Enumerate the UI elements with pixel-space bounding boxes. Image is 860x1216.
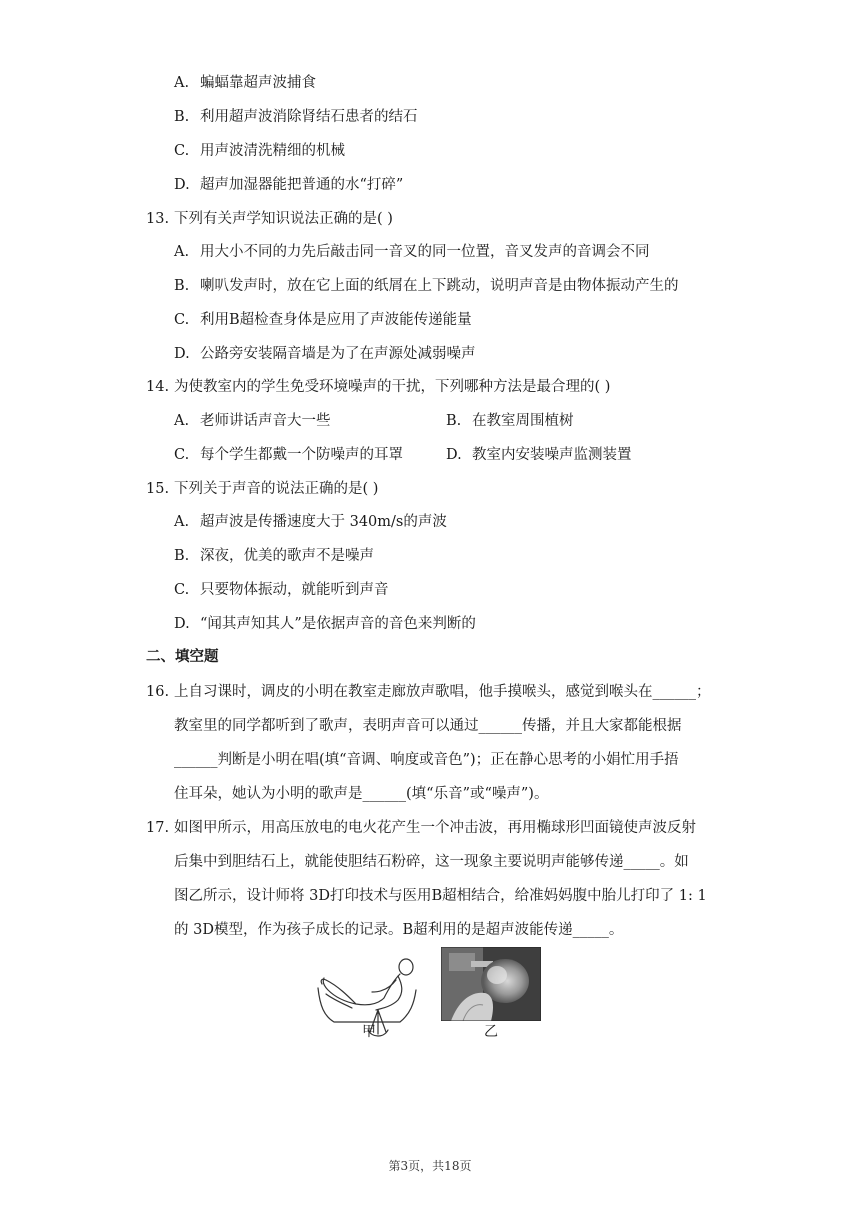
option-text: 深夜，优美的歌声不是噪声 xyxy=(200,548,374,564)
option-text: 在教室周围植树 xyxy=(472,413,574,429)
option-letter: A. xyxy=(174,244,190,260)
option-letter: B. xyxy=(174,278,190,294)
q15-option-c xyxy=(174,580,389,600)
option-text: 利用超声波消除肾结石患者的结石 xyxy=(200,109,418,125)
question-text: 上自习课时，调皮的小明在教室走廊放声歌唱，他手摸喉头，感觉到喉头在______； xyxy=(174,684,711,700)
option-text: 每个学生都戴一个防噪声的耳罩 xyxy=(200,447,403,463)
q15-option-d xyxy=(174,614,476,634)
option-text: 蝙蝠靠超声波捕食 xyxy=(200,75,316,91)
q14-stem xyxy=(146,377,610,397)
question-number: 13. xyxy=(146,211,170,227)
option-letter: D. xyxy=(174,346,190,362)
option-letter: B. xyxy=(174,548,190,564)
q13-option-b xyxy=(174,276,679,296)
option-letter: D. xyxy=(174,177,190,193)
option-letter: A. xyxy=(174,413,190,429)
option-text: 公路旁安装隔音墙是为了在声源处减弱噪声 xyxy=(200,346,476,362)
option-text: 利用B超检查身体是应用了声波能传递能量 xyxy=(200,312,472,328)
q16-line-1 xyxy=(146,682,711,702)
q15-option-b xyxy=(174,546,374,566)
q14-option-d xyxy=(446,445,632,465)
figure-yi-3d-model-photo xyxy=(441,947,541,1021)
question-number: 17. xyxy=(146,820,170,836)
q13-option-c xyxy=(174,310,472,330)
q16-line-4: 住耳朵，她认为小明的歌声是______(填“乐音”或“噪声”)。 xyxy=(174,786,549,802)
option-letter: A. xyxy=(174,514,190,530)
question-stem: 为使教室内的学生免受环境噪声的干扰，下列哪种方法是最合理的( ) xyxy=(174,379,611,395)
section-heading-fill-in: 二、填空题 xyxy=(146,648,219,665)
q17-line-4: 的 3D模型，作为孩子成长的记录。B超利用的是超声波能传递_____。 xyxy=(174,922,624,938)
question-number: 14. xyxy=(146,379,170,395)
option-text: 只要物体振动，就能听到声音 xyxy=(200,582,389,598)
q12-option-b xyxy=(174,107,418,127)
option-text: 用声波清洗精细的机械 xyxy=(200,143,345,159)
q17-line-1 xyxy=(146,818,696,838)
option-letter: B. xyxy=(174,109,190,125)
question-text: 如图甲所示，用高压放电的电火花产生一个冲击波，再用椭球形凹面镜使声波反射 xyxy=(174,820,696,836)
q15-option-a xyxy=(174,512,447,532)
question-number: 15. xyxy=(146,481,170,497)
q12-option-c xyxy=(174,141,345,161)
q13-stem xyxy=(146,209,393,229)
figure-jia-label: 甲 xyxy=(362,1024,376,1040)
q14-option-c xyxy=(174,445,403,465)
figure-yi-label: 乙 xyxy=(484,1024,498,1040)
option-text: 超声加湿器能把普通的水“打碎” xyxy=(200,177,404,193)
option-letter: C. xyxy=(174,447,190,463)
q14-option-b xyxy=(446,411,574,431)
page-footer: 第3页，共18页 xyxy=(388,1159,472,1173)
option-letter: C. xyxy=(174,312,190,328)
option-letter: C. xyxy=(174,582,190,598)
q16-line-3: ______判断是小明在唱(填“音调、响度或音色”)；正在静心思考的小娟忙用手捂 xyxy=(174,752,679,768)
q17-line-3: 图乙所示，设计师将 3D打印技术与医用B超相结合，给准妈妈腹中胎儿打印了 1: 1 xyxy=(174,888,707,904)
option-letter: D. xyxy=(446,447,462,463)
question-number: 16. xyxy=(146,684,170,700)
q16-line-2: 教室里的同学都听到了歌声，表明声音可以通过______传播，并且大家都能根据 xyxy=(174,718,682,734)
option-text: 用大小不同的力先后敲击同一音叉的同一位置，音叉发声的音调会不同 xyxy=(200,244,650,260)
q15-stem xyxy=(146,479,378,499)
option-text: “闻其声知其人”是依据声音的音色来判断的 xyxy=(200,616,476,632)
option-letter: B. xyxy=(446,413,462,429)
q13-option-a xyxy=(174,242,650,262)
q17-line-2: 后集中到胆结石上，就能使胆结石粉碎，这一现象主要说明声能够传递_____。如 xyxy=(174,854,689,870)
q12-option-a xyxy=(174,73,316,93)
question-stem: 下列关于声音的说法正确的是( ) xyxy=(174,481,379,497)
option-letter: D. xyxy=(174,616,190,632)
option-text: 老师讲话声音大一些 xyxy=(200,413,331,429)
option-letter: C. xyxy=(174,143,190,159)
question-stem: 下列有关声学知识说法正确的是( ) xyxy=(174,211,393,227)
option-text: 喇叭发声时，放在它上面的纸屑在上下跳动，说明声音是由物体振动产生的 xyxy=(200,278,679,294)
option-text: 教室内安装噪声监测装置 xyxy=(472,447,632,463)
q13-option-d xyxy=(174,344,476,364)
option-text: 超声波是传播速度大于 340m/s的声波 xyxy=(200,514,447,530)
option-letter: A. xyxy=(174,75,190,91)
q14-option-a xyxy=(174,411,331,431)
q12-option-d xyxy=(174,175,403,195)
